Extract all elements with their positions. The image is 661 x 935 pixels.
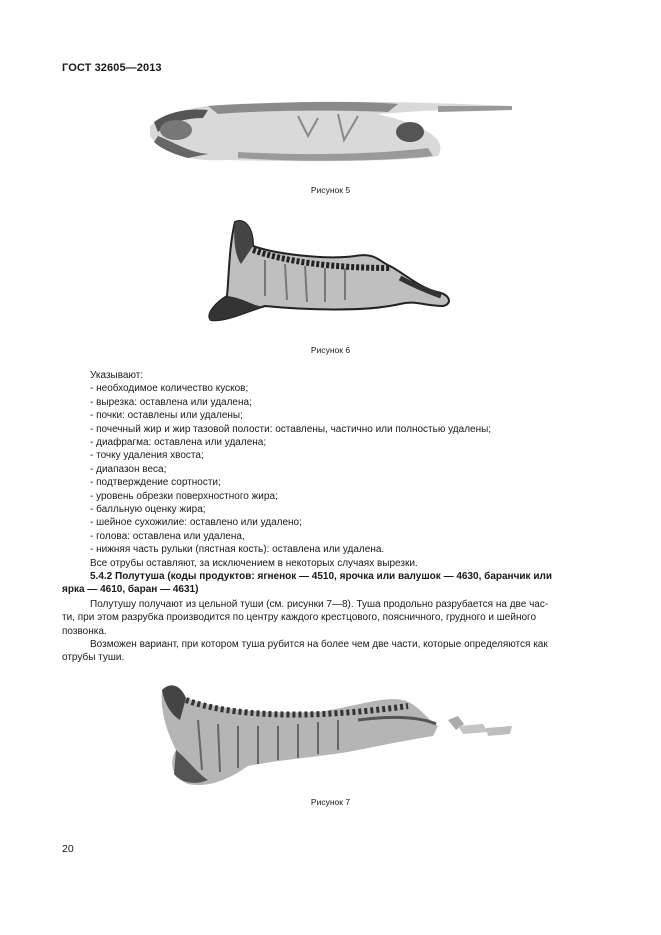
list-item: - вырезка: оставлена или удалена; [90, 396, 252, 408]
document-header: ГОСТ 32605—2013 [62, 62, 162, 74]
list-item: - подтверждение сортности; [90, 477, 221, 489]
paragraph-half-carcass: Полутушу получают из цельной туши (см. рисунки 7—8). Туша продольно разрубается на две час- ти, при этом разрубка производится по центру каждого крестцового, поясничного, грудного и шейного позвонка. [62, 599, 549, 637]
half-carcass-image [205, 216, 455, 328]
requirements-list [90, 369, 491, 570]
list-item: - точку удаления хвоста; [90, 450, 204, 462]
paragraph-variant: Возможен вариант, при котором туша рубится на более чем две части, которые определяются как отрубы туши. [62, 639, 548, 664]
carcass-top-view-image [148, 96, 514, 166]
list-item: - диафрагма: оставлена или удалена; [90, 437, 267, 449]
list-intro: Указывают: [90, 370, 144, 381]
half-carcass-split-image [158, 680, 513, 792]
list-item: - шейное сухожилие: оставлено или удалено; [90, 517, 302, 529]
list-item: - балльную оценку жира; [90, 504, 206, 516]
list-item: - уровень обрезки поверхностного жира; [90, 490, 278, 502]
list-item: - голова: оставлена или удалена, [90, 530, 245, 542]
list-item: - диапазон веса; [90, 463, 167, 475]
page-number: 20 [62, 843, 74, 855]
list-item: - почечный жир и жир тазовой полости: оставлены, частично или полностью удалены; [90, 423, 492, 435]
figure-7-caption: Рисунок 7 [310, 797, 351, 807]
trim-note: Все отрубы оставляют, за исключением в некоторых случаях вырезки. [90, 557, 418, 569]
figure-5-caption: Рисунок 5 [310, 185, 351, 195]
list-item: - необходимое количество кусков; [90, 383, 249, 395]
list-item: - нижняя часть рульки (пястная кость): оставлена или удалена. [90, 544, 385, 556]
section-heading: 5.4.2 Полутуша (коды продуктов: ягненок — 4510, ярочка или валушок — 4630, баранчик или ярка — 4610, баран — 4631) [62, 571, 552, 596]
figure-6-caption: Рисунок 6 [310, 345, 351, 355]
list-item: - почки: оставлены или удалены; [90, 410, 243, 422]
